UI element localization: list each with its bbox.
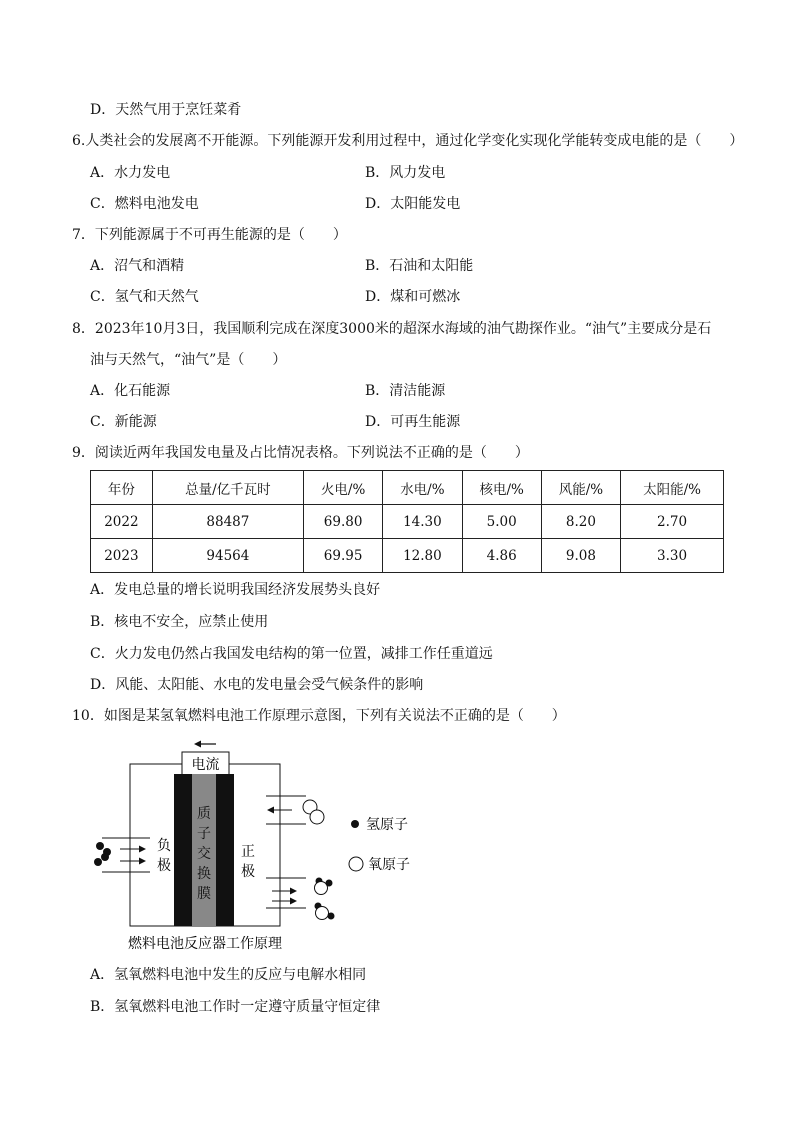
oxygen-arrow-head	[267, 807, 274, 814]
header-total: 总量/亿千瓦时	[152, 471, 303, 505]
q9-stem: 9．阅读近两年我国发电量及占比情况表格。下列说法不正确的是（ ）	[72, 445, 529, 461]
hydrogen-atom	[101, 853, 109, 861]
table-cell: 88487	[152, 505, 303, 539]
anode-plate	[174, 774, 192, 926]
table-cell: 2023	[91, 539, 153, 573]
legend-hydrogen-icon	[351, 820, 359, 828]
header-wind: 风能/%	[541, 471, 620, 505]
q6-option-d: D．太阳能发电	[365, 196, 461, 212]
hydrogen-atom	[328, 913, 335, 920]
current-label: 电流	[191, 757, 220, 773]
q9-option-b: B．核电不安全，应禁止使用	[90, 614, 269, 630]
oxygen-atom	[310, 810, 324, 824]
table-cell: 2022	[91, 505, 153, 539]
q10-option-b: B．氢氧燃料电池工作时一定遵守质量守恒定律	[90, 999, 381, 1015]
q8-option-b: B．清洁能源	[365, 383, 446, 399]
oxygen-atom	[316, 907, 329, 920]
table-row	[91, 505, 724, 539]
fuel-cell-diagram	[90, 738, 430, 958]
table-cell: 4.86	[462, 539, 541, 573]
q6-option-c: C．燃料电池发电	[90, 196, 199, 212]
q7-option-c: C．氢气和天然气	[90, 289, 199, 305]
q6-stem: 6.人类社会的发展离不开能源。下列能源开发利用过程中，通过化学变化实现化学能转变成电能的是（ ）	[72, 133, 744, 149]
table-cell: 69.80	[303, 505, 382, 539]
power-generation-table	[90, 470, 724, 573]
q8-option-d: D．可再生能源	[365, 414, 461, 430]
hydrogen-atom	[96, 842, 104, 850]
header-thermal: 火电/%	[303, 471, 382, 505]
table-cell: 12.80	[383, 539, 462, 573]
q8-stem-line2: 油与天然气，“油气”是（ ）	[90, 352, 287, 368]
membrane-char: 交	[197, 846, 211, 862]
table-cell: 5.00	[462, 505, 541, 539]
water-arrow-head	[290, 898, 297, 905]
q7-option-d: D．煤和可燃冰	[365, 289, 461, 305]
anode-arrow-head	[139, 846, 146, 853]
table-cell: 2.70	[621, 505, 724, 539]
membrane-char: 换	[197, 866, 211, 882]
cathode-label: 正	[241, 844, 255, 860]
q6-option-a: A．水力发电	[90, 165, 171, 181]
table-cell: 3.30	[621, 539, 724, 573]
q9-option-a: A．发电总量的增长说明我国经济发展势头良好	[90, 582, 381, 598]
q9-option-c: C．火力发电仍然占我国发电结构的第一位置，减排工作任重道远	[90, 646, 493, 662]
table-cell: 14.30	[383, 505, 462, 539]
q7-option-b: B．石油和太阳能	[365, 258, 474, 274]
anode-label: 极	[157, 858, 171, 874]
table-cell: 8.20	[541, 505, 620, 539]
q10-stem: 10．如图是某氢氧燃料电池工作原理示意图，下列有关说法不正确的是（ ）	[72, 708, 566, 724]
table-cell: 9.08	[541, 539, 620, 573]
legend-oxygen-icon	[349, 857, 363, 871]
hydrogen-atom	[94, 858, 102, 866]
q8-stem-line1: 8．2023年10月3日，我国顺利完成在深度3000米的超深水海域的油气勘探作业。“油气”主要成分是石	[72, 321, 712, 337]
current-arrow-head	[194, 741, 201, 748]
q5-option-d: D．天然气用于烹饪菜肴	[90, 102, 242, 118]
table-cell: 69.95	[303, 539, 382, 573]
diagram-caption: 燃料电池反应器工作原理	[128, 936, 282, 952]
anode-label: 负	[157, 838, 171, 854]
header-nuclear: 核电/%	[462, 471, 541, 505]
q9-option-d: D．风能、太阳能、水电的发电量会受气候条件的影响	[90, 677, 424, 693]
q6-option-b: B．风力发电	[365, 165, 446, 181]
cathode-plate	[216, 774, 234, 926]
header-hydro: 水电/%	[383, 471, 462, 505]
q7-option-a: A．沼气和酒精	[90, 258, 185, 274]
membrane-char: 子	[197, 826, 211, 842]
membrane-char: 质	[197, 806, 211, 822]
legend-oxygen-label: 氧原子	[368, 857, 410, 873]
hydrogen-atom	[326, 880, 333, 887]
membrane-char: 膜	[197, 886, 211, 902]
header-year: 年份	[91, 471, 153, 505]
water-arrow-head	[290, 888, 297, 895]
cathode-label: 极	[241, 864, 255, 880]
anode-arrow-head	[139, 858, 146, 865]
table-row	[91, 539, 724, 573]
q8-option-a: A．化石能源	[90, 383, 171, 399]
header-solar: 太阳能/%	[621, 471, 724, 505]
q8-option-c: C．新能源	[90, 414, 157, 430]
legend-hydrogen-label: 氢原子	[366, 817, 408, 833]
table-cell: 94564	[152, 539, 303, 573]
q10-option-a: A．氢氧燃料电池中发生的反应与电解水相同	[90, 967, 367, 983]
q7-stem: 7．下列能源属于不可再生能源的是（ ）	[72, 227, 347, 243]
table-header-row	[91, 471, 724, 505]
